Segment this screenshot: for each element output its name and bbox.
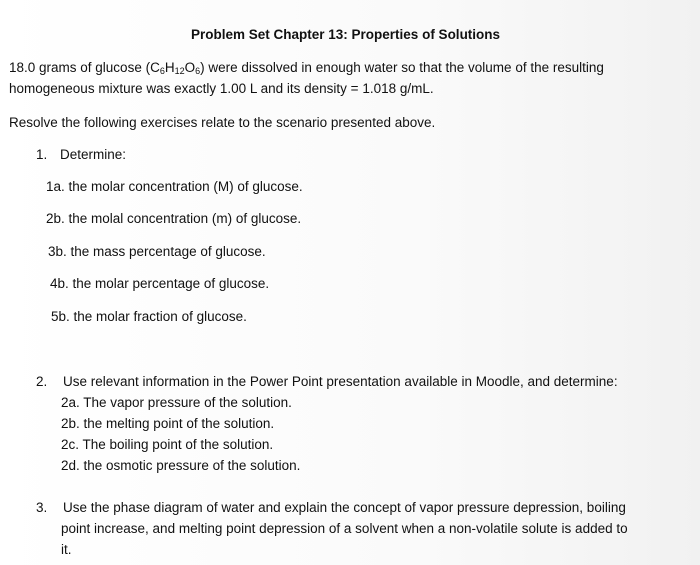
q2-item-2b: 2b. the melting point of the solution. <box>61 416 275 431</box>
q3-number: 3. <box>36 500 48 515</box>
q3-line-1: Use the phase diagram of water and explain the concept of vapor pressure depression, boiling <box>63 500 626 515</box>
q2-item-2a: 2a. The vapor pressure of the solution. <box>61 395 292 410</box>
q1-text: Determine: <box>60 147 127 162</box>
page-title: Problem Set Chapter 13: Properties of Solutions <box>191 27 501 42</box>
intro-line-2: homogeneous mixture was exactly 1.00 L and its density = 1.018 g/mL. <box>9 81 434 96</box>
intro-line-1: 18.0 grams of glucose $(C_6H_{12}O_6)$ were dissolved in enough water so that the volume of the resulting <box>9 60 604 76</box>
q1-item-2b: 2b. the molal concentration (m) of glucose. <box>46 211 302 226</box>
instruction-text: Resolve the following exercises relate to the scenario presented above. <box>9 115 436 130</box>
q1-item-5b: 5b. the molar fraction of glucose. <box>51 309 247 324</box>
q3-line-2: point increase, and melting point depression of a solvent when a non-volatile solute is added to <box>61 521 628 536</box>
q2-number: 2. <box>36 374 48 389</box>
q2-item-2c: 2c. The boiling point of the solution. <box>61 437 274 452</box>
q1-number: 1. <box>36 147 48 162</box>
q2-item-2d: 2d. the osmotic pressure of the solution. <box>61 458 301 473</box>
q3-line-3: it. <box>61 542 72 557</box>
q2-text: Use relevant information in the Power Point presentation available in Moodle, and determine: <box>63 374 618 389</box>
q1-item-1a: 1a. the molar concentration (M) of glucose. <box>46 179 303 194</box>
q1-item-3b: 3b. the mass percentage of glucose. <box>48 244 266 259</box>
q1-item-4b: 4b. the molar percentage of glucose. <box>50 276 270 291</box>
